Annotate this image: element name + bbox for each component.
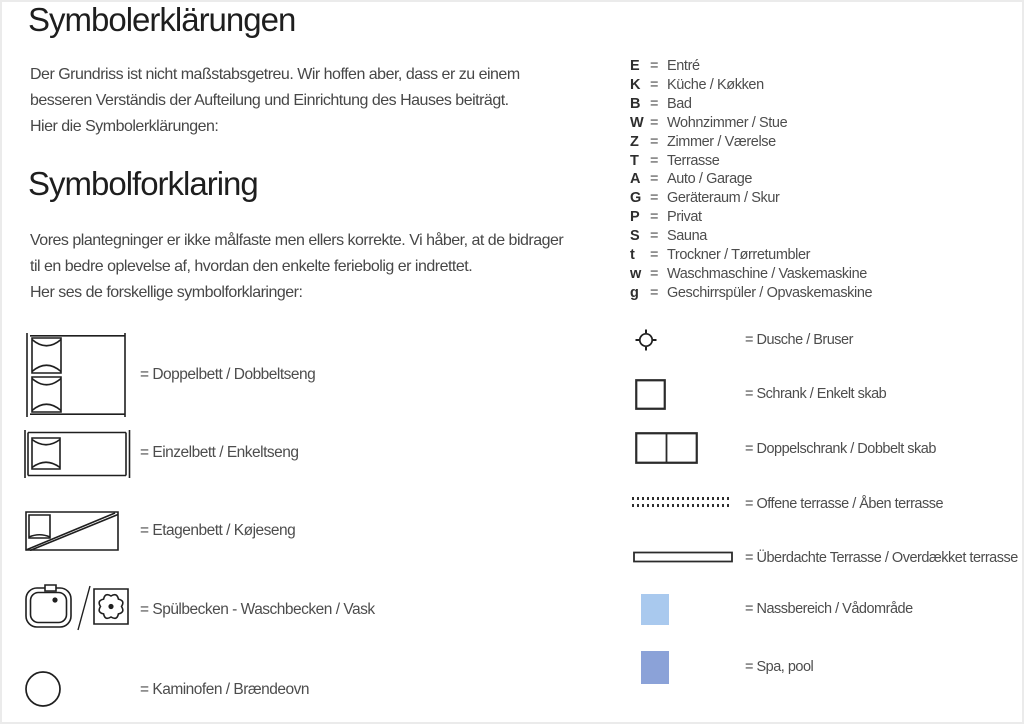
- letter-label: Sauna: [667, 228, 707, 245]
- intro-german: [30, 62, 520, 140]
- bunk-bed-icon: [25, 511, 119, 551]
- equals-sign: =: [650, 246, 659, 263]
- letter-row-privat: [630, 208, 1020, 227]
- sink-washbasin-icon: [24, 583, 132, 633]
- letter-key: P: [630, 209, 640, 226]
- letter-key: t: [630, 246, 635, 263]
- letter-row-terrasse: [630, 151, 1020, 170]
- letter-label: Privat: [667, 209, 702, 226]
- covered-terrace-label: = Überdachte Terrasse / Overdækket terrasse: [745, 550, 1018, 566]
- letter-label: Bad: [667, 96, 692, 113]
- letter-label: Trockner / Tørretumbler: [667, 246, 811, 263]
- intro-danish-line1: Vores plantegninger er ikke målfaste men ellers korrekte. Vi håber, at de bidrager: [30, 232, 564, 249]
- letter-label: Auto / Garage: [667, 171, 753, 188]
- letter-key: Z: [630, 133, 639, 150]
- letter-label: Waschmaschine / Vaskemaskine: [667, 265, 867, 282]
- letter-key: S: [630, 228, 640, 245]
- letter-label: Zimmer / Værelse: [667, 133, 776, 150]
- letter-row-geraeteraum: [630, 189, 1020, 208]
- letter-key: B: [630, 96, 641, 113]
- letter-label: Geräteraum / Skur: [667, 190, 780, 207]
- shower-label: = Dusche / Bruser: [745, 332, 853, 348]
- intro-danish-line2: til en bedre oplevelse af, hvordan den enkelte feriebolig er indrettet.: [30, 258, 473, 275]
- dotted-line: [632, 497, 732, 500]
- letter-key: A: [630, 171, 641, 188]
- equals-sign: =: [650, 228, 659, 245]
- single-cabinet-label: = Schrank / Enkelt skab: [745, 386, 887, 402]
- intro-danish-line3: Her ses de forskellige symbolforklaringer:: [30, 284, 303, 301]
- equals-sign: =: [650, 58, 659, 75]
- double-cabinet-label: = Doppelschrank / Dobbelt skab: [745, 441, 936, 457]
- letter-key: w: [630, 265, 641, 282]
- page-title-german: Symbolerklärungen: [28, 1, 296, 38]
- equals-sign: =: [650, 77, 659, 94]
- sink-washbasin-label: = Spülbecken - Waschbecken / Vask: [140, 601, 375, 618]
- equals-sign: =: [650, 114, 659, 131]
- letter-label: Wohnzimmer / Stue: [667, 114, 788, 131]
- equals-sign: =: [650, 209, 659, 226]
- intro-danish: [30, 228, 563, 306]
- equals-sign: =: [650, 152, 659, 169]
- letter-key: W: [630, 114, 644, 131]
- intro-german-line2: besseren Verständis der Aufteilung und Einrichtung des Hauses beiträgt.: [30, 92, 509, 109]
- wood-stove-icon: [24, 670, 62, 708]
- letter-label: Terrasse: [667, 152, 720, 169]
- spa-pool-label: = Spa, pool: [745, 659, 814, 675]
- letter-row-trockner: [630, 245, 1020, 264]
- letter-row-bad: [630, 95, 1020, 114]
- letter-row-entre: [630, 57, 1020, 76]
- wet-area-swatch: [641, 594, 669, 625]
- bunk-bed-label: = Etagenbett / Køjeseng: [140, 522, 296, 539]
- equals-sign: =: [650, 96, 659, 113]
- open-terrace-label: = Offene terrasse / Åben terrasse: [745, 496, 944, 512]
- letter-key: T: [630, 152, 639, 169]
- shower-icon: [634, 328, 658, 352]
- single-cabinet-icon: [635, 379, 666, 410]
- spa-pool-swatch: [641, 651, 669, 684]
- letter-row-geschirrspueler: [630, 283, 1020, 302]
- double-bed-icon: [25, 333, 129, 417]
- letter-row-sauna: [630, 227, 1020, 246]
- single-bed-icon: [23, 430, 133, 478]
- intro-german-line1: Der Grundriss ist nicht maßstabsgetreu. Wir hoffen aber, dass er zu einem: [30, 66, 520, 83]
- equals-sign: =: [650, 284, 659, 301]
- intro-german-line3: Hier die Symbolerklärungen:: [30, 118, 219, 135]
- letter-row-auto: [630, 170, 1020, 189]
- letter-key: g: [630, 284, 639, 301]
- open-terrace-icon: [632, 497, 732, 511]
- letter-key: E: [630, 58, 640, 75]
- single-bed-label: = Einzelbett / Enkeltseng: [140, 444, 299, 461]
- wood-stove-label: = Kaminofen / Brændeovn: [140, 681, 310, 698]
- letter-row-waschmaschine: [630, 264, 1020, 283]
- letter-row-zimmer: [630, 132, 1020, 151]
- double-cabinet-icon: [635, 432, 698, 464]
- equals-sign: =: [650, 190, 659, 207]
- letter-label: Geschirrspüler / Opvaskemaskine: [667, 284, 873, 301]
- letter-label: Entré: [667, 58, 700, 75]
- letter-key: K: [630, 77, 641, 94]
- equals-sign: =: [650, 265, 659, 282]
- double-bed-label: = Doppelbett / Dobbeltseng: [140, 366, 316, 383]
- letter-legend: [630, 57, 1020, 302]
- letter-row-kueche: [630, 76, 1020, 95]
- letter-key: G: [630, 190, 641, 207]
- page-title-danish: Symbolforklaring: [28, 165, 258, 202]
- letter-label: Küche / Køkken: [667, 77, 764, 94]
- wet-area-label: = Nassbereich / Vådområde: [745, 601, 913, 617]
- dotted-line: [632, 504, 732, 507]
- equals-sign: =: [650, 171, 659, 188]
- covered-terrace-icon: [633, 551, 734, 563]
- letter-row-wohnzimmer: [630, 114, 1020, 133]
- equals-sign: =: [650, 133, 659, 150]
